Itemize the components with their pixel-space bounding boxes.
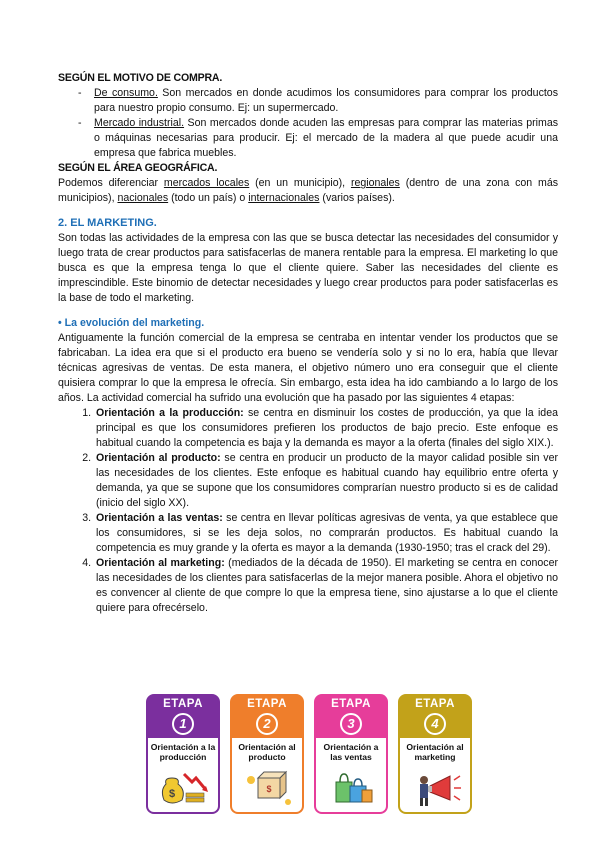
stage-number: 3 <box>340 713 362 735</box>
area-paragraph <box>58 176 558 206</box>
etapa-label: ETAPA <box>415 698 455 710</box>
term: nacionales <box>117 192 169 204</box>
section-heading-marketing: 2. EL MARKETING. <box>58 217 157 229</box>
subheading-evolucion: • La evolución del marketing. <box>58 317 205 329</box>
tile-body <box>146 738 220 814</box>
text: (todo un país) o <box>168 192 249 204</box>
product-box-icon <box>242 768 296 808</box>
stage-number: 4 <box>424 713 446 735</box>
stage-text: se centra en llevar políticas agresivas de venta, ya que establece que los consumidores, si se les deja solos, no comprarán productos. Es habitual cuando la competencia es muy grande y la oferta es mayor a la demanda (1930-1950; tras el crack del 29). <box>96 512 558 554</box>
list-item <box>94 556 558 616</box>
text: Podemos diferenciar <box>58 177 164 189</box>
term-description: Son mercados en donde acudimos los consumidores para comprar los productos para nuestro propio consumo. Ej: un supermercado. <box>94 87 558 114</box>
motivo-list <box>58 86 558 161</box>
stage-number: 1 <box>172 713 194 735</box>
list-item <box>94 451 558 511</box>
etapa-label: ETAPA <box>247 698 287 710</box>
term: mercados locales <box>163 177 250 189</box>
term: internacionales <box>248 192 320 204</box>
tile-header <box>230 694 304 738</box>
term: De consumo. <box>94 87 158 99</box>
stage-text: (mediados de la década de 1950). El marketing se centra en conocer las necesidades de los clientes para satisfacerlas de la mejor manera posible. Ahora el objetivo no es convencer al cliente de que compre lo que la empresa tiene, sino ajustarse a lo que el cliente quiere para ofrecérselo. <box>96 557 558 614</box>
stages-graphic <box>146 694 476 816</box>
tile-label: Orientación al marketing <box>406 742 464 762</box>
megaphone-icon <box>410 768 464 808</box>
tile-body <box>398 738 472 814</box>
list-item <box>94 511 558 556</box>
tile-label: Orientación al producto <box>238 742 296 762</box>
term-description: Son mercados donde acuden las empresas para comprar las materias primas o máquinas necesarias para producir. Ej: el mercado de la madera al que puede acudir una empresa que fabrica muebles. <box>94 117 559 159</box>
section-heading-area: SEGÚN EL ÁREA GEOGRÁFICA. <box>58 162 218 174</box>
stage-title: Orientación al producto: <box>96 452 221 464</box>
tile-body <box>314 738 388 814</box>
etapa-label: ETAPA <box>331 698 371 710</box>
list-item <box>94 406 558 451</box>
stage-text: se centra en disminuir los costes de producción, ya que la idea principal es que los consumidores prefieren los productos de bajo precio. Este enfoque es habitual cuando la competencia es baja y la demanda es mayor a la oferta (finales del siglo XIX.). <box>96 407 558 449</box>
list-item <box>94 116 558 161</box>
stage-tile-3 <box>314 694 388 816</box>
stage-text: se centra en producir un producto de la mayor calidad posible sin ver las necesidades de los clientes. Este enfoque es habitual cuando hay equilibrio entre oferta y demanda, ya que se supone que los consumidores comprarían nuestro producto si es de calidad (inicio del siglo XX). <box>96 452 558 509</box>
stage-title: Orientación al marketing: <box>96 557 225 569</box>
term: regionales <box>350 177 400 189</box>
stage-tile-4 <box>398 694 472 816</box>
svg-text:$: $ <box>266 784 272 794</box>
tile-body <box>230 738 304 814</box>
document-body <box>58 71 558 616</box>
stage-title: Orientación a las ventas: <box>96 512 223 524</box>
stage-tile-1 <box>146 694 220 816</box>
marketing-paragraph: Son todas las actividades de la empresa con las que se busca detectar las necesidades del consumidor y luego trata de crear productos para satisfacerlas de manera rentable para la empresa. El marketing lo que busca es que la empresa tenga lo que el cliente quiere. Saber las necesidades del cliente es imprescindible. Este binomio de detectar necesidades y luego crear productos para poder satisfacerlas es la base de todo el marketing. <box>58 232 558 304</box>
text: (dentro de una zona con más municipios), <box>58 177 559 204</box>
stage-title: Orientación a la producción: <box>96 407 244 419</box>
stage-tile-2 <box>230 694 304 816</box>
text: (varios países). <box>319 192 395 204</box>
term: Mercado industrial. <box>94 117 185 129</box>
tile-header <box>314 694 388 738</box>
tile-header <box>146 694 220 738</box>
tile-label: Orientación a las ventas <box>323 742 379 762</box>
money-bag-icon <box>158 768 212 808</box>
text: (en un municipio), <box>249 177 351 189</box>
svg-text:$: $ <box>168 788 176 800</box>
tile-label: Orientación a la producción <box>150 742 216 762</box>
etapa-label: ETAPA <box>163 698 203 710</box>
section-heading-motivo: SEGÚN EL MOTIVO DE COMPRA. <box>58 72 223 84</box>
shopping-bags-icon <box>326 768 380 808</box>
evolucion-paragraph: Antiguamente la función comercial de la empresa se centraba en intentar vender los productos que se fabricaban. La idea era que si el producto era bueno se vendería solo y si no lo era, había que llevar técnicas agresivas de ventas. De esta manera, el objetivo número uno era conseguir que el cliente quisiera comprar lo que la empresa le ofrecía. Sin embargo, esta idea ha ido cambiando a lo largo de los años. La actividad comercial ha sufrido una evolución que ha pasado por las siguientes 4 etapas: <box>58 332 558 404</box>
stage-number: 2 <box>256 713 278 735</box>
tile-header <box>398 694 472 738</box>
list-item <box>94 86 558 116</box>
stages-list <box>58 406 558 616</box>
